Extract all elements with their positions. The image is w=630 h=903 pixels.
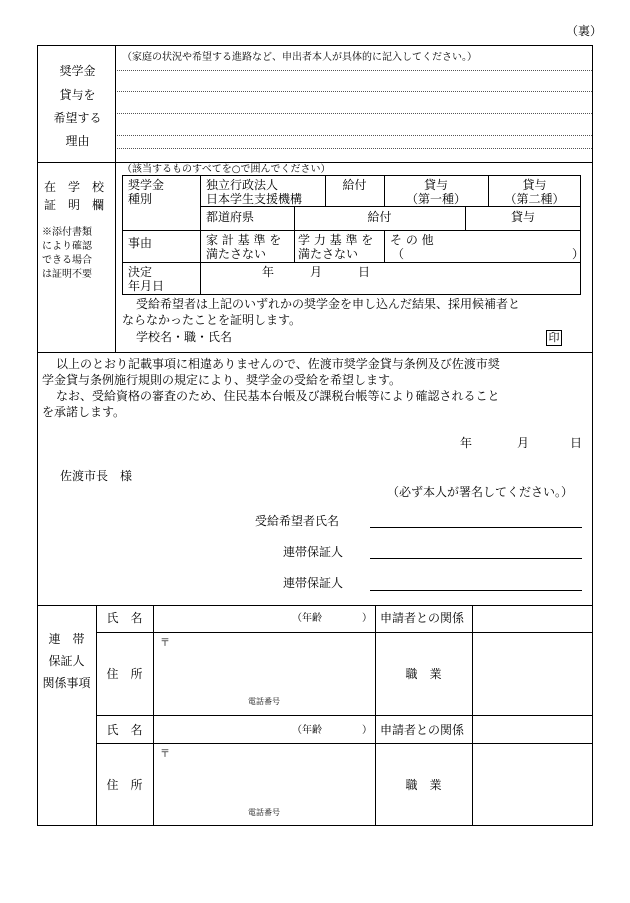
guarantor-2-phone-label: 電話番号 — [248, 808, 280, 817]
decision-date-field[interactable]: 年 月 日 — [262, 265, 371, 279]
applicant-name-label: 受給希望者氏名 — [255, 514, 340, 528]
scholarship-type-label-1: 奨学金 — [128, 178, 165, 192]
option-loan-type2-label[interactable]: 貸与 — [522, 178, 547, 192]
guarantor-2-name-field[interactable] — [370, 590, 582, 591]
guarantor-1-label: 連帯保証人 — [283, 545, 344, 559]
guarantor-1-relation-input[interactable] — [473, 606, 592, 632]
guarantor-section-label-3: 関係事項 — [42, 676, 91, 690]
applicant-name-field[interactable] — [370, 527, 582, 528]
school-instruction: （該当するものすべてを○で囲んでください） — [122, 164, 331, 175]
guarantor-2-address-label: 住 所 — [106, 778, 143, 792]
certification-text-2: ならなかったことを証明します。 — [122, 313, 302, 327]
guarantor-1-name-label: 氏 名 — [106, 611, 143, 625]
other-reason-field[interactable]: （ ） — [392, 247, 585, 261]
guarantor-1-occupation-label: 職 業 — [405, 667, 442, 681]
date-day[interactable]: 日 — [570, 436, 583, 450]
certification-text-1: 受給希望者は上記のいずれかの奨学金を申し込んだ結果、採用候補者と — [136, 297, 521, 311]
option-prefecture-kyufu[interactable]: 給付 — [367, 210, 392, 224]
reason-label-2: 貸与を — [59, 88, 96, 102]
school-note-4: は証明不要 — [42, 269, 92, 280]
addressee: 佐渡市長 様 — [60, 469, 133, 483]
option-household-1[interactable]: 家 計 基 準 を — [206, 233, 282, 247]
date-month[interactable]: 月 — [517, 436, 530, 450]
option-prefecture-loan[interactable]: 貸与 — [510, 210, 535, 224]
guarantor-2-occupation-input[interactable] — [473, 744, 592, 825]
school-label-1: 在 学 校 — [44, 180, 105, 194]
guarantor-section-label-2: 保証人 — [48, 654, 85, 668]
option-jasso-kyufu[interactable]: 給付 — [342, 178, 367, 192]
guarantor-2-age-label: （年齢 ） — [292, 725, 372, 736]
guarantor-1-occupation-input[interactable] — [473, 633, 592, 715]
guarantor-1-postal-mark: 〒 — [160, 638, 170, 649]
seal-mark: 印 — [546, 330, 562, 346]
option-jasso-1[interactable]: 独立行政法人 — [206, 178, 279, 192]
guarantor-section-label-1: 連 帯 — [48, 632, 85, 646]
guarantor-1-phone-label: 電話番号 — [248, 697, 280, 706]
guarantor-2-relation-label: 申請者との関係 — [380, 723, 465, 737]
school-label-2: 証 明 欄 — [44, 198, 105, 212]
guarantor-1-address-label: 住 所 — [106, 667, 143, 681]
option-loan-type1-label[interactable]: 貸与 — [423, 178, 448, 192]
option-loan-type1[interactable]: （第一種） — [405, 192, 466, 206]
date-year[interactable]: 年 — [460, 436, 473, 450]
school-note-3: できる場合 — [42, 255, 92, 266]
guarantor-1-age-label: （年齢 ） — [292, 613, 372, 624]
divider — [37, 352, 593, 353]
school-note-1: ※添付書類 — [42, 227, 92, 238]
guarantor-2-label: 連帯保証人 — [283, 576, 344, 590]
page-side-label: （裏） — [566, 24, 603, 38]
option-prefecture[interactable]: 都道府県 — [206, 210, 255, 224]
divider — [37, 162, 593, 163]
declaration-text-4: を承諾します。 — [42, 405, 126, 419]
option-academic-1[interactable]: 学 力 基 準 を — [298, 233, 374, 247]
signature-note: （必ず本人が署名してください。） — [387, 485, 574, 499]
declaration-text-1: 以上のとおり記載事項に相違ありませんので、佐渡市奨学金貸与条例及び佐渡市奨 — [56, 357, 500, 371]
option-jasso-2[interactable]: 日本学生支援機構 — [206, 192, 303, 206]
guarantor-1-name-field[interactable] — [370, 558, 582, 559]
guarantor-2-name-label: 氏 名 — [106, 723, 143, 737]
option-household-2[interactable]: 満たさない — [206, 247, 267, 261]
reason-type-label: 事由 — [128, 236, 153, 250]
decision-date-label-2: 年月日 — [128, 279, 165, 293]
reason-label-3: 希望する — [53, 111, 102, 125]
guarantor-2-occupation-label: 職 業 — [405, 778, 442, 792]
declaration-text-2: 学金貸与条例施行規則の規定により、奨学金の受給を希望します。 — [42, 373, 402, 387]
option-other[interactable]: そ の 他 — [390, 233, 434, 247]
option-loan-type2[interactable]: （第二種） — [504, 192, 565, 206]
divider — [115, 45, 116, 352]
guarantor-1-relation-label: 申請者との関係 — [380, 611, 465, 625]
guarantor-2-postal-mark: 〒 — [160, 749, 170, 760]
reason-label-4: 理由 — [65, 134, 90, 148]
declaration-text-3: なお、受給資格の審査のため、住民基本台帳及び課税台帳等により確認されること — [56, 389, 500, 403]
school-note-2: により確認 — [42, 241, 92, 252]
guarantor-2-relation-input[interactable] — [473, 716, 592, 743]
option-academic-2[interactable]: 満たさない — [298, 247, 359, 261]
decision-date-label-1: 決定 — [128, 265, 153, 279]
reason-label-1: 奨学金 — [59, 64, 96, 78]
school-name-label: 学校名・職・氏名 — [136, 330, 233, 344]
scholarship-type-label-2: 種別 — [128, 192, 153, 206]
reason-instruction: （家庭の状況や希望する進路など、申出者本人が具体的に記入してください。） — [122, 52, 477, 63]
